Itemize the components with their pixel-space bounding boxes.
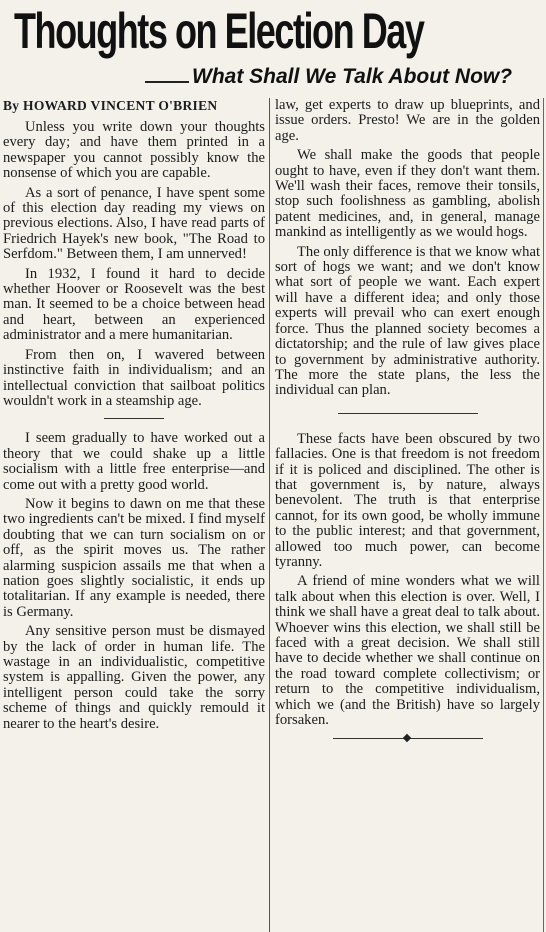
paragraph: As a sort of penance, I have spent some of this election day reading my views on previous elections. Also, I have read parts of Friedrich Hayek's new book, "The Road to Serfdom." Between them, I am unnerved! — [3, 184, 265, 263]
right-edge-rule — [543, 98, 544, 932]
byline — [3, 98, 265, 114]
paragraph: The only difference is that we know what sort of hogs we want; and we don't know what sort of people we want. Each expert will have a different idea; and only those experts will prevail who can exert enough force. Thus the planned society becomes a dictatorship; and the rule of law gives place to government by administrative authority. The more the state plans, the less the individual can plan. — [275, 243, 540, 399]
paragraph: In 1932, I found it hard to decide whether Hoover or Roosevelt was the best man. It seemed to be a choice between head and heart, between an experienced administrator and a mere humanitarian. — [3, 265, 265, 344]
byline-author: HOWARD VINCENT O'BRIEN — [23, 98, 218, 113]
left-column — [3, 98, 265, 736]
paragraph: Now it begins to dawn on me that these two ingredients can't be mixed. I find myself doubting that we can turn socialism on or off, as the spirit moves us. The rather alarming suspicion assails me that when a nation goes slightly socialistic, it ends up totalitarian. If any example is needed, there is Germany. — [3, 495, 265, 620]
paragraph: From then on, I wavered between instinctive faith in individualism; and an intellectual conviction that sailboat politics wouldn't work in a steamship age. — [3, 346, 265, 409]
end-separator — [333, 738, 483, 739]
paragraph: Any sensitive person must be dismayed by the lack of order in human life. The wastage in an individualistic, competitive system is appalling. Given the power, any intelligent person could take the sorry scheme of things and quickly remould it nearer to the heart's desire. — [3, 623, 265, 732]
paragraph: A friend of mine wonders what we will talk about when this election is over. Well, I think we shall have a great deal to talk about. Whoever wins this election, we shall still be faced with a great decision. We shall still have to decide whether we shall continue on the road toward complete collectivism; or return to the competitive individualism, which we (and the British) have so largely forsaken. — [275, 573, 540, 729]
byline-prefix: By — [3, 98, 20, 113]
paragraph: Unless you write down your thoughts every day; and have them printed in a newspaper you cannot possibly know the nonsense of which you are capable. — [3, 119, 265, 182]
section-separator — [104, 418, 164, 419]
paragraph: I seem gradually to have worked out a theory that we could shake up a little socialism with a little free enterprise—and come out with a pretty good world. — [3, 430, 265, 493]
headline: Thoughts on Election Day — [14, 3, 424, 59]
column-divider — [269, 98, 270, 932]
section-separator — [338, 413, 478, 414]
paragraph: These facts have been obscured by two fallacies. One is that freedom is not freedom if it is policed and disciplined. The other is that government is, by nature, always benevolent. The truth is that enterprise cannot, for its own good, be wholly immune to the public interest; and that government, allowed too much power, can become tyranny. — [275, 430, 540, 570]
paragraph: law, get experts to draw up blueprints, and issue orders. Presto! We are in the golden age. — [275, 97, 540, 144]
subhead: What Shall We Talk About Now? — [192, 65, 513, 88]
subhead-rule — [145, 81, 189, 83]
paragraph: We shall make the goods that people ought to have, even if they don't want them. We'll wash their faces, remove their tonsils, stop such foolishness as gambling, abolish patent medicines, and, in general, manage mankind as intelligently as we would hogs. — [275, 147, 540, 241]
right-column — [275, 98, 540, 739]
